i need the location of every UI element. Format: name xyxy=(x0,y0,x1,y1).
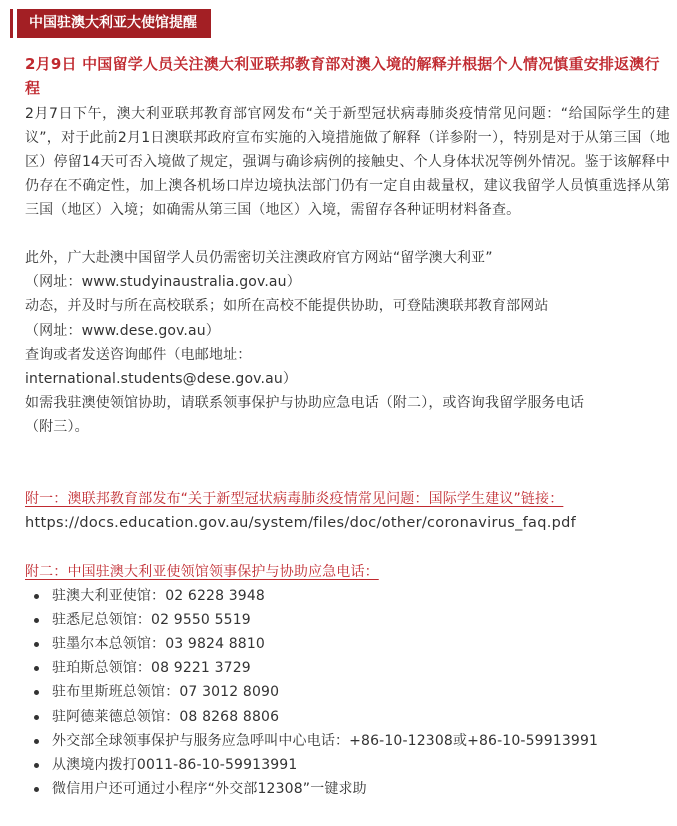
list-item xyxy=(25,777,670,801)
header-accent-bar xyxy=(10,9,13,38)
contact-text: 驻悉尼总领馆：02 9550 5519 xyxy=(52,611,251,628)
contact-text: 外交部全球领事保护与服务应急呼叫中心电话：+86-10-12308或+86-10-59913991 xyxy=(52,732,599,749)
bullet-icon xyxy=(34,787,39,792)
spacer xyxy=(25,535,670,560)
email-address[interactable]: international.students@dese.gov.au） xyxy=(25,371,298,388)
paragraph-entry-explanation: 2月7日下午，澳大利亚联邦教育部官网发布“关于新型冠状病毒肺炎疫情常见问题：“给国际学生的建议”，对于此前2月1日澳联邦政府宣布实施的入境措施做了解释（详参附一），特别是对于从第三国（地区）停留14天可否入境做了规定，强调与确诊病例的接触史、个人身体状况等例外情况。鉴于该解释中仍存在不确定性，加上澳各机场口岸边境执法部门仍有一定自由裁量权，建议我留学人员慎重选择从第三国（地区）入境；如确需从第三国（地区）入境，需留存各种证明材料备查。 xyxy=(25,106,670,218)
contact-text: 驻墨尔本总领馆：03 9824 8810 xyxy=(52,636,265,653)
bullet-icon xyxy=(34,715,39,720)
paragraph-line: 动态，并及时与所在高校联系；如所在高校不能提供协助，可登陆澳联邦教育部网站 xyxy=(25,298,549,315)
list-item xyxy=(25,680,670,704)
contact-text: 驻阿德莱德总领馆：08 8268 8806 xyxy=(52,708,280,725)
website-study-in-australia[interactable]: （网址：www.studyinaustralia.gov.au） xyxy=(25,274,301,291)
paragraph-line: 查询或者发送咨询邮件（电邮地址： xyxy=(25,346,252,363)
paragraph-line: 如需我驻澳使领馆协助，请联系领事保护与协助应急电话（附二），或咨询我留学服务电话 xyxy=(25,395,584,412)
article-headline: 2月9日 中国留学人员关注澳大利亚联邦教育部对澳入境的解释并根据个人情况慎重安排返澳行程 xyxy=(25,55,660,97)
contact-text: 驻布里斯班总领馆：07 3012 8090 xyxy=(52,684,280,701)
annex-1-url[interactable]: https://docs.education.gov.au/system/files/doc/other/coronavirus_faq.pdf xyxy=(25,514,577,531)
list-item xyxy=(25,608,670,632)
paragraph-line: （附三）。 xyxy=(25,419,89,436)
annex-2-title-text[interactable]: 附二：中国驻澳大利亚使领馆领事保护与协助应急电话： xyxy=(25,563,379,580)
bullet-icon xyxy=(34,690,39,695)
contact-text: 驻澳大利亚使馆：02 6228 3948 xyxy=(52,587,265,604)
emergency-contact-list xyxy=(25,584,670,802)
spacer xyxy=(25,222,670,246)
paragraph-line: 此外，广大赴澳中国留学人员仍需密切关注澳政府官方网站“留学澳大利亚” xyxy=(25,250,493,266)
contact-text: 驻珀斯总领馆：08 9221 3729 xyxy=(52,660,251,677)
section-header: 中国驻澳大利亚大使馆提醒 xyxy=(17,9,211,38)
website-dese[interactable]: （网址：www.dese.gov.au） xyxy=(25,322,220,339)
annex-2-title[interactable] xyxy=(25,560,670,584)
list-item xyxy=(25,705,670,729)
list-item xyxy=(25,729,670,753)
bullet-icon xyxy=(34,739,39,744)
list-item xyxy=(25,656,670,680)
bullet-icon xyxy=(34,618,39,623)
bullet-icon xyxy=(34,763,39,768)
contact-text: 从澳境内拨打0011-86-10-59913991 xyxy=(52,757,298,774)
bullet-icon xyxy=(34,642,39,647)
bullet-icon xyxy=(34,594,39,599)
list-item xyxy=(25,632,670,656)
list-item xyxy=(25,584,670,608)
annex-1-title-text[interactable]: 附一：澳联邦教育部发布“关于新型冠状病毒肺炎疫情常见问题：国际学生建议”链接： xyxy=(25,490,564,507)
spacer xyxy=(25,440,670,487)
contact-text: 微信用户还可通过小程序“外交部12308”一键求助 xyxy=(52,781,367,798)
list-item xyxy=(25,753,670,777)
annex-1-title[interactable] xyxy=(25,487,670,511)
article-content xyxy=(25,52,670,801)
bullet-icon xyxy=(34,666,39,671)
